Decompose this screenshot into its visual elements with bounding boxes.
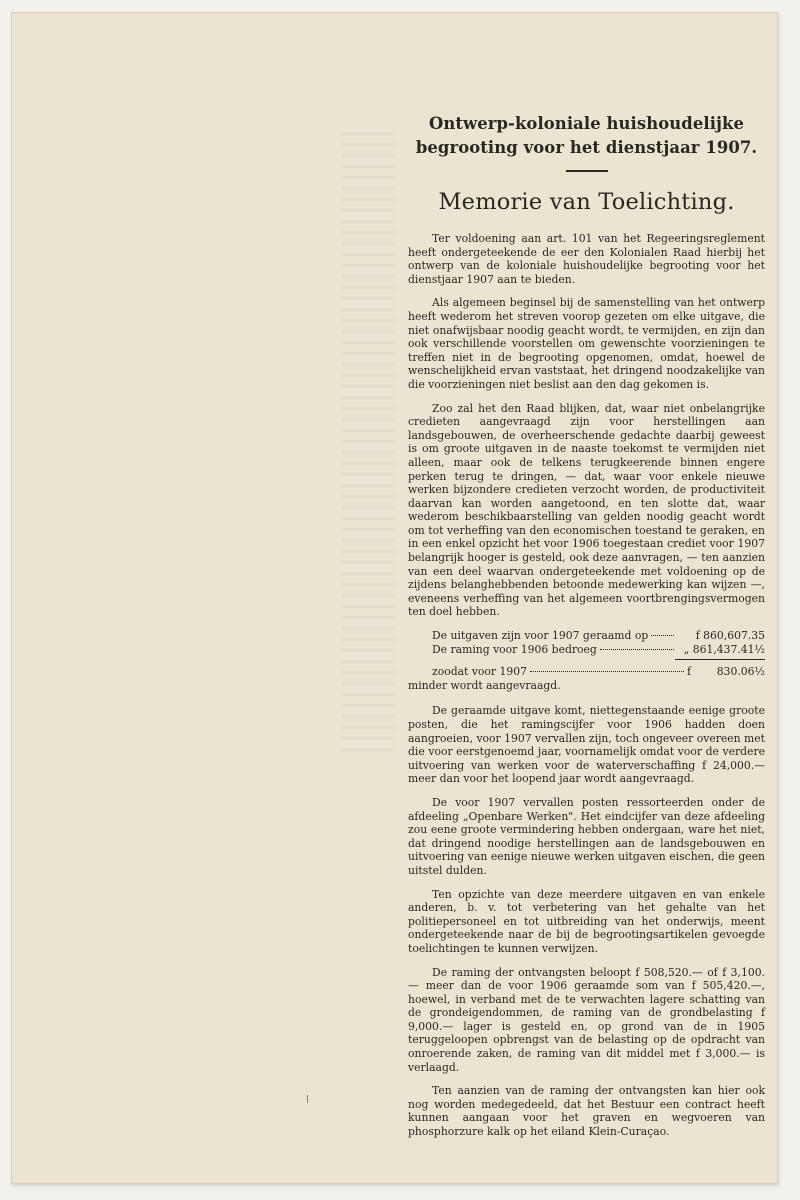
budget-label: De raming voor 1906 bedroeg — [432, 642, 597, 656]
budget-amount: f 860,607.35 — [695, 629, 765, 643]
document-title: Ontwerp-koloniale huishoudelijke begrooting voor het dienstjaar 1907. — [415, 114, 758, 157]
paragraph: Ten aanzien van de raming der ontvangsten kan hier ook nog worden medegedeeld, dat het Bestuur een contract heeft kunnen aangaan voor het graven en wegvoeren van phosphorzure kalk op het eiland Klein-Curaçao. — [408, 1084, 765, 1139]
bleed-through-text — [341, 132, 396, 752]
budget-label: De uitgaven zijn voor 1907 geraamd op — [432, 629, 649, 643]
paragraph: De geraamde uitgave komt, niettegenstaande eenige groote posten, die het ramingscijfer voor 1906 hadden doen aangroeien, voor 1907 vervallen zijn, toch ongeveer overeen met die voor eerstgenoemd jaar, voornamelijk omdat voor de verdere uitvoering van werken voor de waterverschaffing f 24,000.— meer dan voor het loopend jaar wordt aangevraagd. — [408, 704, 766, 786]
paragraph: De voor 1907 vervallen posten ressorteerden onder de afdeeling „Openbare Werken". Het eindcijfer van deze afdeeling zou eene groote vermindering hebben ondergaan, ware het niet, dat dringend noodige herstellingen aan de landsgebouwen en uitvoering van eenige nieuwe werken uitgaven eischen, die geen uitstel dulden. — [408, 795, 765, 877]
text-column — [408, 112, 765, 1149]
page-mark — [307, 1095, 308, 1103]
leader-dots — [600, 649, 674, 650]
budget-row-1906 — [408, 643, 765, 657]
budget-amount: 830.06½ — [716, 665, 765, 679]
budget-label: zoodat voor 1907 — [432, 665, 527, 679]
paragraph: Ten opzichte van deze meerdere uitgaven en van enkele anderen, b. v. tot verbetering van het gehalte van het politiepersoneel en tot uitbreiding van het onderwijs, meent ondergeteekende naar de bij de begrootingsartikelen gevoegde toelichtingen te kunnen verwijzen. — [408, 887, 765, 955]
paragraph: De raming der ontvangsten beloopt f 508,520.— of f 3,100.— meer dan de voor 1906 geraamde som van f 505,420.—, hoewel, in verband met de te verwachten lagere schatting van de grondeigendommen, de raming van de grondbelasting f 9,000.— lager is gesteld en, op grond van de in 1905 teruggeloopen opbrengst van de belasting op de opdracht van onroerende zaken, de raming van dit middel met f 3,000.— is verlaagd. — [408, 965, 765, 1074]
paragraph: Ter voldoening aan art. 101 van het Regeeringsreglement heeft ondergeteekende de eer den Kolonialen Raad hierbij het ontwerp van de koloniale huishoudelijke begrooting voor het dienstjaar 1907 aan te bieden. — [408, 232, 765, 286]
budget-row-difference — [408, 665, 765, 679]
document-page — [11, 12, 778, 1184]
sum-rule — [675, 659, 765, 660]
budget-row-1907 — [408, 629, 765, 643]
paragraph: Zoo zal het den Raad blijken, dat, waar niet onbelangrijke credieten aangevraagd zijn voor herstellingen aan landsgebouwen, de overheerschende gedachte daarbij geweest is om groote uitgaven in de naaste toekomst te vermijden niet alleen, maar ook de telkens terugkeerende binnen engere perken terug te dringen, — dat, waar voor enkele nieuwe werken bijzondere credieten verzocht worden, de productiviteit daarvan kan worden aangetoond, en ten slotte dat, waar wederom beschikbaarstelling van gelden noodig geacht wordt om tot verheffing van den economischen toestand te geraken, en in een enkel opzicht het voor 1906 toegestaan crediet voor 1907 belangrijk hooger is gesteld, ook deze aanvragen, — ten aanzien van een deel waarvan ondergeteekende met voldoening op de zijdens belanghebbenden betoonde medewerking kan wijzen —, eveneens verheffing van het algemeen voortbrengingsvermogen ten doel hebben. — [408, 401, 765, 619]
paragraph: Als algemeen beginsel bij de samenstelling van het ontwerp heeft wederom het streven voorop gezeten om elke uitgave, die niet onafwijsbaar noodig geacht wordt, te vermijden, en zijn dan ook verschillende voorstellen om gewenschte voorzieningen te treffen niet in de begrooting opgenomen, omdat, hoewel de wenschelijkheid ervan vaststaat, het dringend noodzakelijke van die voorzieningen niet beslist aan den dag gekomen is. — [408, 296, 765, 391]
currency-sign: f — [687, 665, 691, 679]
leader-dots — [651, 635, 674, 636]
leader-dots — [530, 671, 684, 672]
budget-summary — [408, 629, 765, 692]
title-rule — [566, 170, 608, 172]
budget-amount: „ 861,437.41½ — [683, 642, 765, 656]
budget-note: minder wordt aangevraagd. — [408, 678, 561, 692]
section-heading: Memorie van Toelichting. — [438, 189, 735, 215]
